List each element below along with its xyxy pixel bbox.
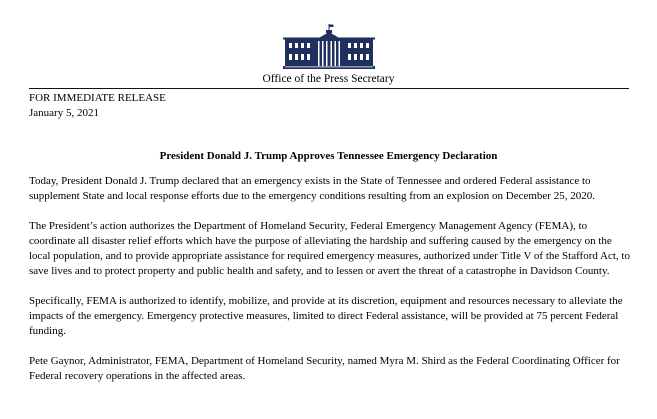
press-release-body [29,174,631,399]
paragraph: The President’s action authorizes the Department of Homeland Security, Federal Emergency Management Agency (FEMA), to coordinate all disaster relief efforts which have the purpose of alleviating the hardship and suffering caused by the emergency on the local population, and to provide appropriate assistance for required emergency measures, authorized under Title V of the Stafford Act, to save lives and to protect property and public health and safety, and to lessen or avert the threat of a catastrophe in Davidson County. [29,220,630,277]
paragraph: Specifically, FEMA is authorized to identify, mobilize, and provide at its discretion, equipment and resources necessary to alleviate the impacts of the emergency. Emergency protective measures, limited to direct Federal assistance, will be provided at 75 percent Federal funding. [29,295,623,337]
office-title: Office of the Press Secretary [262,73,395,85]
press-release-headline: President Donald J. Trump Approves Tennessee Emergency Declaration [159,150,498,162]
paragraph: Pete Gaynor, Administrator, FEMA, Department of Homeland Security, named Myra M. Shird as the Federal Coordinating Officer for Federal recovery operations in the affected areas. [29,355,620,382]
release-label: FOR IMMEDIATE RELEASE [29,92,166,104]
release-date: January 5, 2021 [29,107,99,119]
release-info [29,91,166,121]
paragraph: Today, President Donald J. Trump declared that an emergency exists in the State of Tennessee and ordered Federal assistance to supplement State and local response efforts due to the emergency conditions resulting from an explosion on December 25, 2020. [29,175,595,202]
letterhead [0,24,657,86]
white-house-logo-icon [283,24,375,70]
header-divider [29,88,629,89]
